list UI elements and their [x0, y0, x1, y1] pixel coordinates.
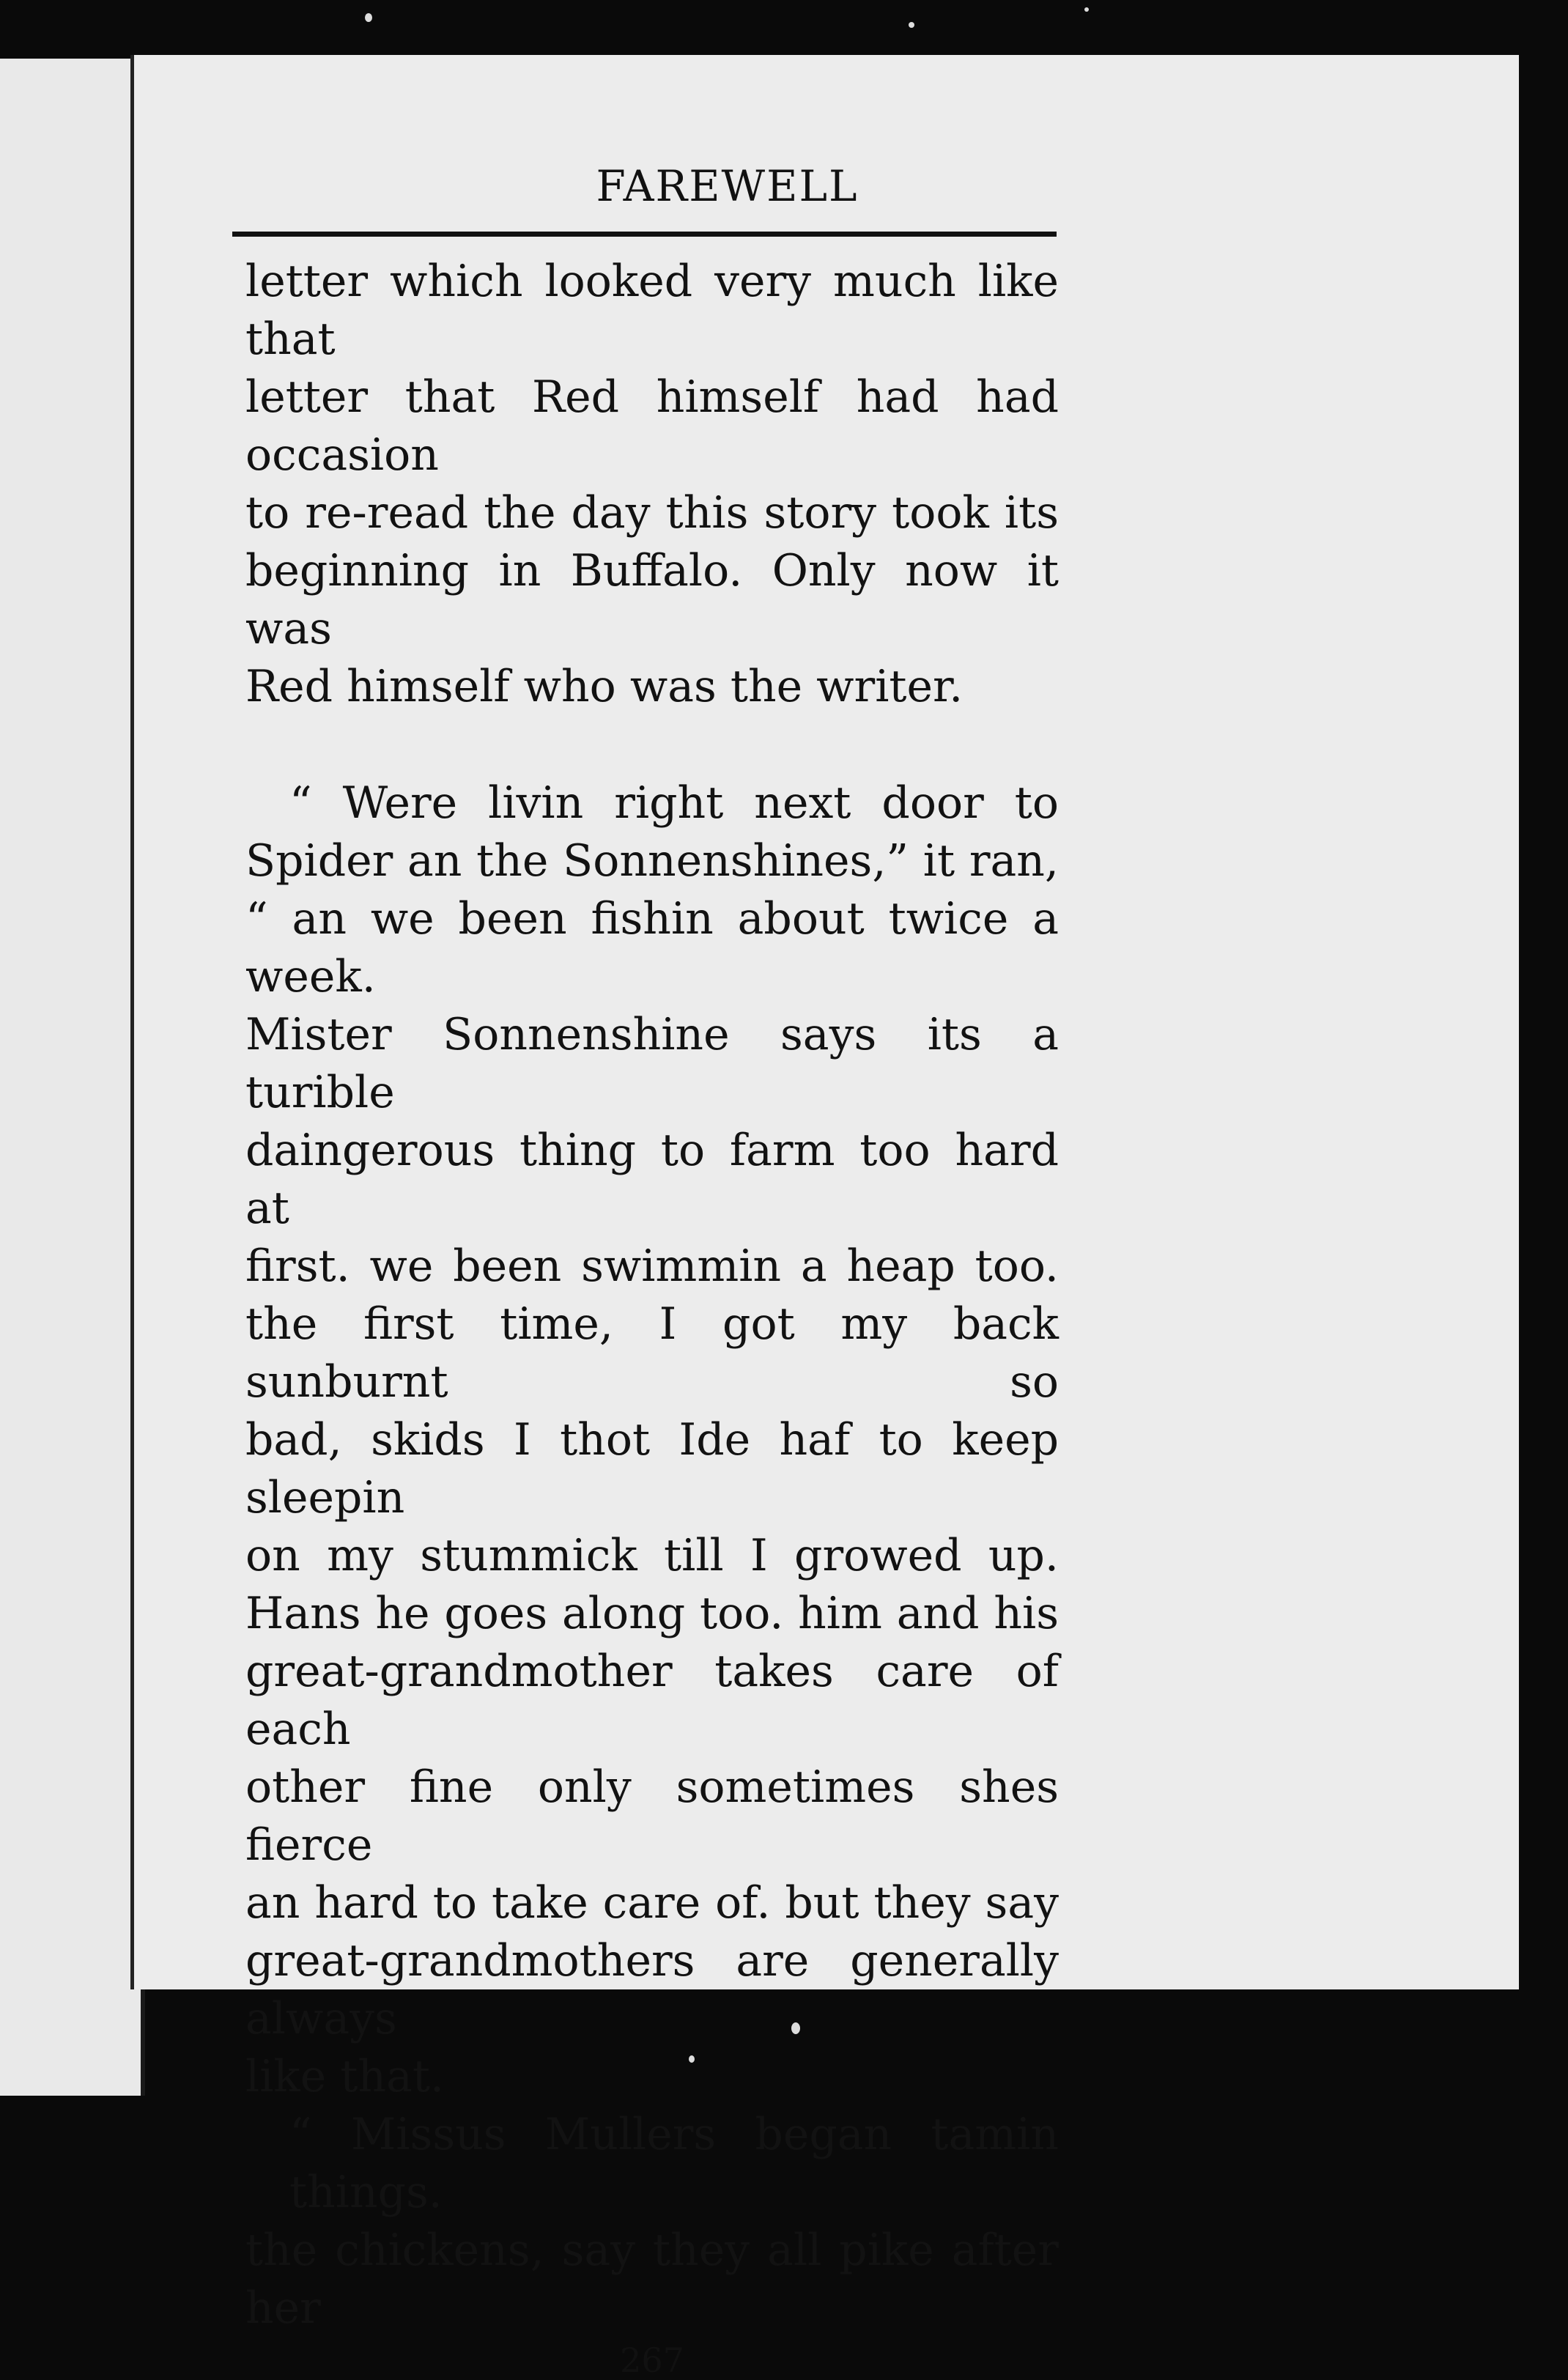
- page-content: [245, 161, 1209, 2380]
- text-line: Red himself who was the writer.: [245, 661, 964, 712]
- text-line: Mister Sonnenshine says its a turible: [245, 1009, 1059, 1118]
- text-line: on my stummick till I growed up.: [245, 1530, 1059, 1581]
- text-line: Spider an the Sonnenshines,” it ran,: [245, 835, 1059, 887]
- text-line: like that.: [245, 2051, 445, 2102]
- text-line: “ Were livin right next door to: [289, 777, 1059, 829]
- text-line: bad, skids I thot Ide haf to keep sleepin: [245, 1414, 1059, 1523]
- text-line: the first time, I got my back sunburnt so: [245, 1298, 1059, 1408]
- text-line: “ Missus Mullers began tamin things.: [289, 2109, 1059, 2218]
- text-line: great-grandmother takes care of each: [245, 1646, 1059, 1755]
- text-line: beginning in Buffalo. Only now it was: [245, 545, 1059, 654]
- text-line: daingerous thing to farm too hard at: [245, 1125, 1059, 1234]
- paragraph-3: [245, 2106, 1059, 2338]
- paragraph-1: [245, 253, 1059, 716]
- text-line: other fine only sometimes shes fierce: [245, 1762, 1059, 1871]
- text-line: “ an we been fishin about twice a week.: [245, 893, 1059, 1002]
- text-line: the chickens, say they all pike after her: [245, 2225, 1059, 2334]
- text-line: first. we been swimmin a heap too.: [245, 1241, 1059, 1292]
- running-head: FAREWELL: [596, 161, 859, 211]
- text-line: letter which looked very much like that: [245, 256, 1059, 365]
- page-number: 267: [620, 2340, 684, 2380]
- text-line: to re-read the day this story took its: [245, 487, 1059, 539]
- paragraph-2: [245, 775, 1059, 2106]
- text-line: great-grandmothers are generally always: [245, 1935, 1059, 2044]
- text-line: an hard to take care of. but they say: [245, 1877, 1059, 1929]
- facing-page-edge: [0, 59, 145, 2096]
- text-line: letter that Red himself had had occasion: [245, 372, 1059, 481]
- text-line: Hans he goes along too. him and his: [245, 1588, 1059, 1639]
- body-text: [245, 253, 1059, 2338]
- header-rule: [232, 232, 1057, 237]
